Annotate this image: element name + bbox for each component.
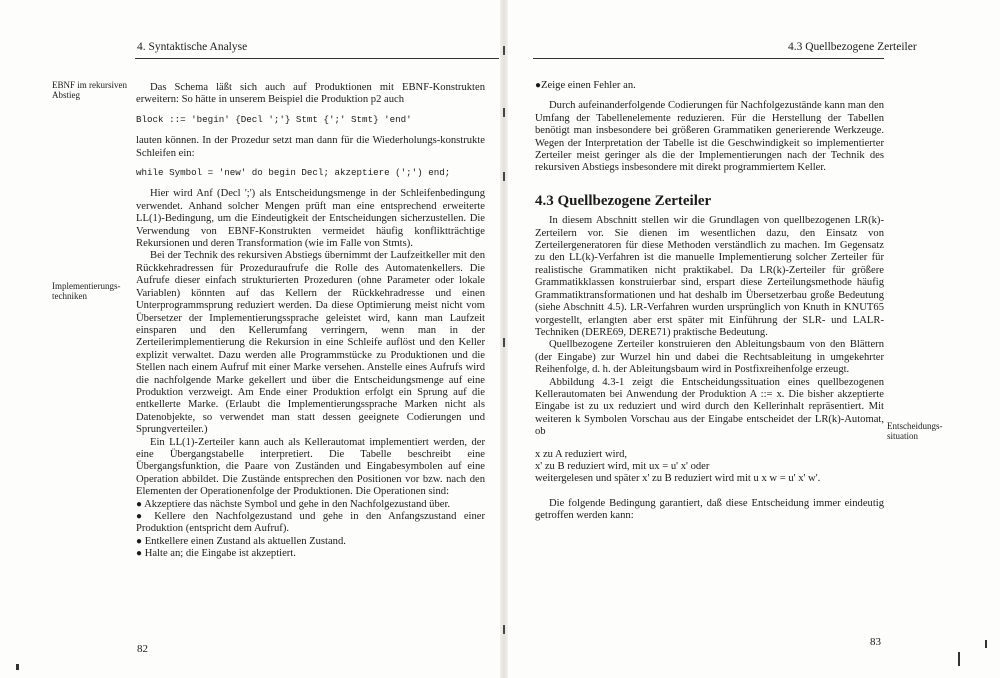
margin-note: EBNF im rekursiven Abstieg: [52, 80, 127, 100]
bullet-icon: ●: [136, 511, 147, 522]
paragraph: Hier wird Anf (Decl ';') als Entscheidungsmenge in der Schleifenbedingung verwendet. Anhand solcher Mengen prüft man eine entsprechend erweiterte LL(1)-Bedingung, um die Eindeutigkeit der Entscheidungen sicherzustellen. Die Verwendung von EBNF-Konstrukten vermeidet häufig konfliktträchtige Rekursionen und deren Transformation (wie im Falle von Stmts).: [136, 188, 485, 250]
list-item-text: Akzeptiere das nächste Symbol und gehe in den Nachfolgezustand über.: [144, 498, 451, 510]
right-page: [505, 0, 1000, 678]
paragraph: Bei der Technik des rekursiven Abstiegs übernimmt der Laufzeitkeller mit den Rückkehradressen für Prozeduraufrufe die Rolle des Automatenkellers. Die Aufrufe dieser einfach strukturierten Prozeduren (ohne Parameter oder lokale Variablen) könnten auf das Kellern der Rückkehradresse und einen Unterprogrammsprung reduziert werden. Da diese Optimierung meist nicht vom Übersetzer der Implementierungssprache geleistet wird, kann man Laufzeit einsparen und den Kellerumfang verringern, wenn man in der Zerteilerimplementierung die Rekursion in eine Schleife auflöst und den Keller explizit verwaltet. Dazu werden alle Programmstücke zu Produktionen und die Stellen nach einem Aufruf mit einer Marke versehen. Anstelle eines Aufrufs wird die nachfolgende Marke gekellert und über die Entscheidungsmenge auf eine Produktion verzweigt. Am Ende einer Produktion erfolgt ein Sprung auf die entkellerte Marke. (Erlaubt die Implementierungssprache Marken nicht als Datenobjekte, so verwendet man statt dessen geeignete Codierungen und Sprungverteiler.): [136, 250, 485, 436]
scan-speck: [958, 652, 960, 666]
scan-speck: [985, 640, 987, 648]
list-item-text: Entkellere einen Zustand als aktuellen Zustand.: [144, 535, 346, 547]
list-item: x' zu B reduziert wird, mit ux = u' x' oder: [535, 460, 710, 472]
bullet-icon: ●: [136, 535, 143, 547]
header-rule: [533, 58, 884, 59]
list-item-text: Zeige einen Fehler an.: [541, 80, 636, 91]
list-item: [136, 511, 485, 536]
paragraph: In diesem Abschnitt stellen wir die Grundlagen von quellbezogenen LR(k)-Zerteilern vor. Sie dienen im wesentlichen dazu, den Einsatz von Zerteilergeneratoren für diese Methoden verständlich zu machen. Im Gegensatz zu den LL(k)-Verfahren ist die manuelle Implementierung solcher Zerteiler für realistische Grammatiken nicht praktikabel. Da LR(k)-Zerteiler für größere Grammatikklassen konstruierbar sind, erspart diese Zerteilungsmethode häufig Grammatiktransformationen und hat deshalb im Übersetzerbau große Bedeutung (siehe Abschnitt 4.5). LR-Verfahren wurden ursprünglich von Knuth in KNUT65 vorgestellt, erlangten aber erst später mit Einführung der SLR- und LALR-Techniken (DERE69, DERE71) praktische Bedeutung.: [535, 215, 884, 338]
list-item: x zu A reduziert wird,: [535, 448, 628, 460]
bullet-icon: ●: [136, 548, 143, 560]
list-item: [535, 80, 884, 92]
running-head: 4.3 Quellbezogene Zerteiler: [788, 41, 917, 53]
page-number: 82: [137, 643, 148, 655]
paragraph: Quellbezogene Zerteiler konstruieren den Ableitungsbaum von den Blättern (der Eingabe) zur Wurzel hin und dabei die Rechtsableitung in umgekehrter Reihenfolge, d. h. der Ableitungsbaum wird in Postfixreihenfolge erzeugt.: [535, 339, 884, 376]
paragraph: Die folgende Bedingung garantiert, daß diese Entscheidung immer eindeutig getroffen werden kann:: [535, 497, 884, 522]
paragraph: Durch aufeinanderfolgende Codierungen für Nachfolgezustände kann man den Umfang der Tabellenelemente reduzieren. Für die Herstellung der Tabellen benötigt man insbesondere bei größeren Grammatiken generierende Werkzeuge. Wegen der Interpretation der Tabelle ist die Geschwindigkeit so implementierter Zerteiler meist geringer als die der Implementierungen nach der Technik des rekursiven Abstiegs insbesondere mit direkt programmiertem Keller.: [535, 100, 884, 174]
paragraph: Das Schema läßt sich auch auf Produktionen mit EBNF-Konstrukten erweitern: So hätte in unserem Beispiel die Produktion p2 auch: [136, 82, 485, 106]
paragraph: lauten können. In der Prozedur setzt man dann für die Wiederholungs-konstrukte Schleifen ein:: [136, 135, 485, 159]
paragraph: Abbildung 4.3-1 zeigt die Entscheidungssituation eines quellbezogenen Kellerautomaten bei Anwendung der Produktion A ::= x. Die bisher akzeptierte Eingabe ist zu ux reduziert und wird durch den Kellerinhalt repräsentiert. Mit weiteren k Symbolen Vorschau aus der Eingabe entscheidet der LR(k)-Automat, ob: [535, 376, 884, 438]
margin-note: Implementierungs-techniken: [52, 281, 121, 301]
right-body: [535, 80, 884, 523]
bullet-icon: ●: [136, 498, 143, 510]
list-item-text: Halte an; die Eingabe ist akzeptiert.: [144, 548, 296, 560]
list-item: [136, 548, 485, 560]
page-number: 83: [870, 636, 881, 648]
running-head: 4. Syntaktische Analyse: [137, 41, 248, 53]
code-line: Block ::= 'begin' {Decl ';'} Stmt {';' Stmt} 'end': [136, 113, 412, 125]
margin-note: Entscheidungs-situation: [887, 421, 943, 441]
list-item: weitergelesen und später x' zu B reduziert wird mit u x w = u' x' w'.: [535, 473, 821, 485]
left-body: [136, 82, 485, 561]
bullet-icon: ●: [535, 80, 542, 91]
header-rule: [135, 58, 499, 59]
scan-speck: [16, 664, 19, 670]
section-heading: 4.3 Quellbezogene Zerteiler: [535, 192, 712, 209]
decision-list: [535, 449, 884, 486]
paragraph: Ein LL(1)-Zerteiler kann auch als Kellerautomat implementiert werden, der eine Übergangstabelle interpretiert. Die Tabelle beschreibt eine Übergangsfunktion, die Paare von Zuständen und Eingabesymbolen auf eine Operation abbildet. Die Zustände entsprechen den Positionen vor bzw. nach den Elementen der Operationenfolge der Produktionen. Die Operationen sind:: [136, 436, 485, 498]
list-item-text: Kellere den Nachfolgezustand und gehe in den Anfangszustand einer Produktion (entspricht dem Aufruf).: [136, 511, 485, 535]
list-item: [136, 499, 485, 511]
list-item: [136, 536, 485, 548]
code-line: while Symbol = 'new' do begin Decl; akzeptiere (';') end;: [136, 167, 451, 179]
